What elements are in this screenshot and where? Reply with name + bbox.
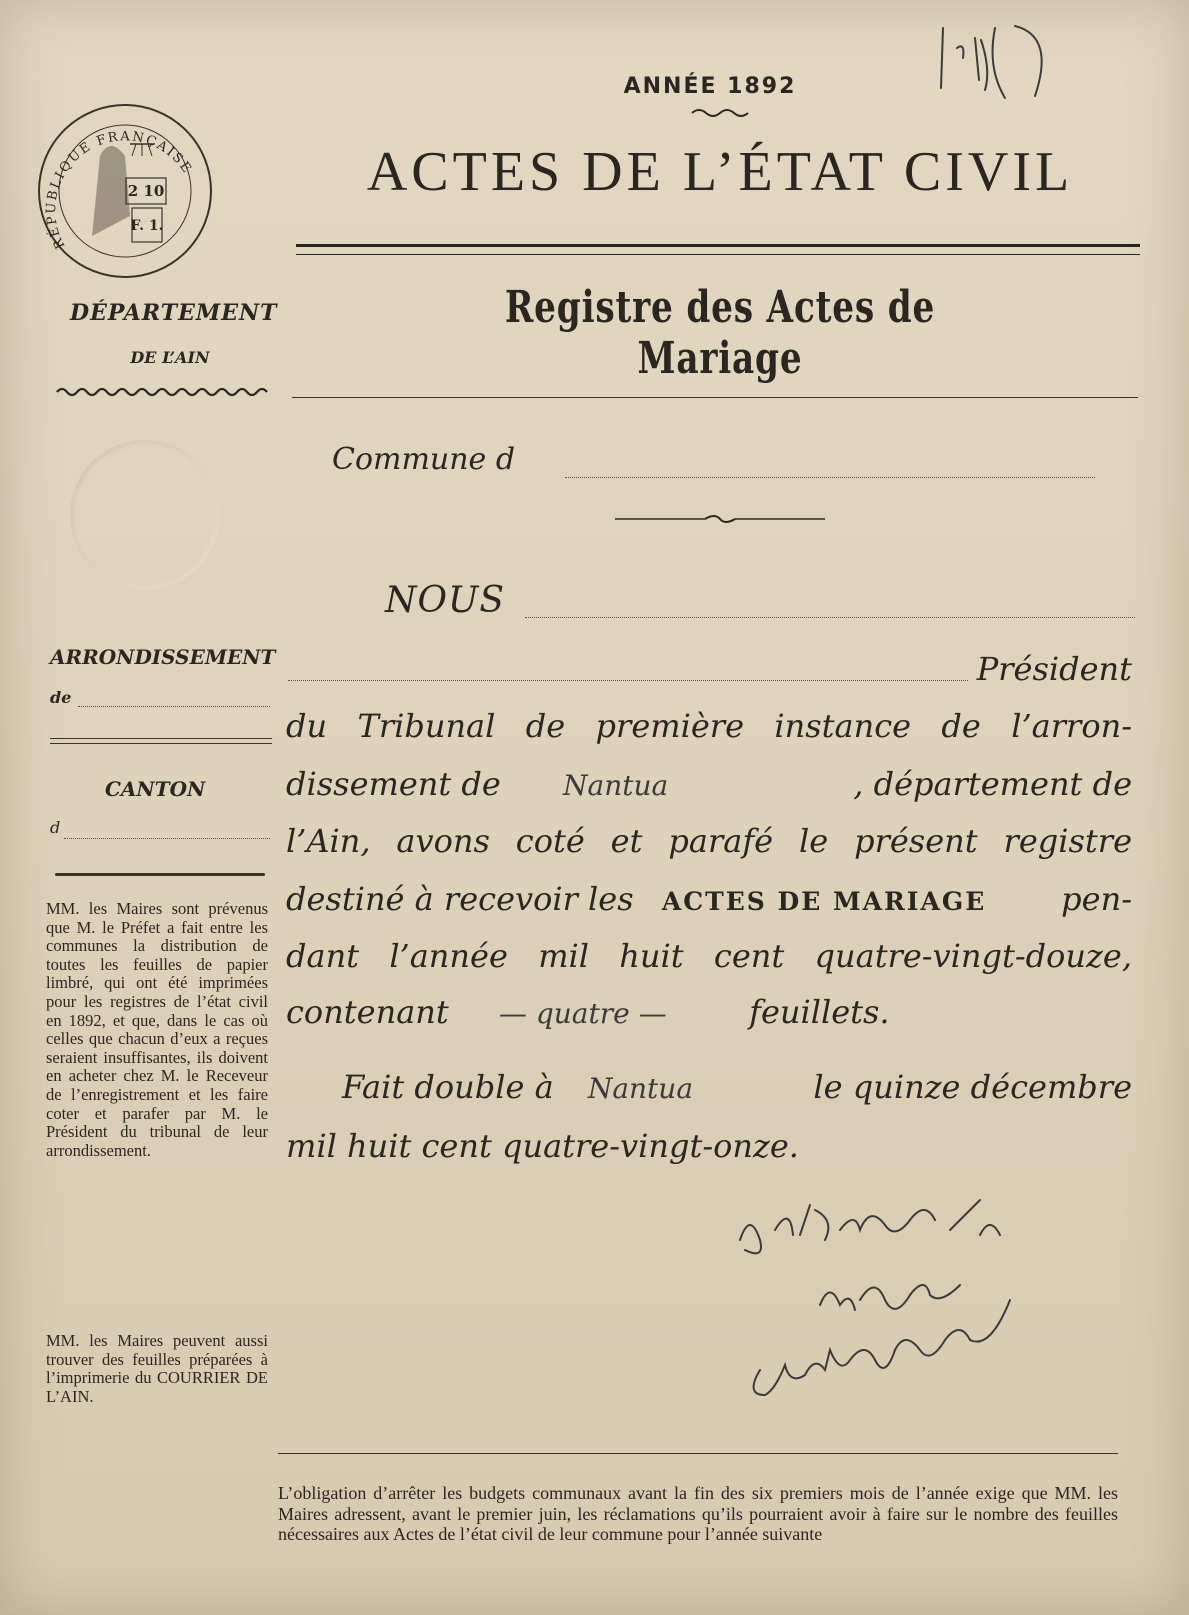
seal-price: 2 10 <box>127 182 165 200</box>
title-rule-thick <box>296 244 1140 247</box>
seal-code: F. 1. <box>130 218 164 234</box>
body-line-5: dant l’année mil huit cent quatre-vingt-douze, <box>286 937 1132 975</box>
canton-separator <box>55 873 265 876</box>
department-title: DÉPARTEMENT <box>70 300 278 326</box>
president-label: Président <box>976 650 1132 688</box>
year-ornament-icon <box>690 106 750 120</box>
arrondissement-blank-line <box>78 706 270 707</box>
arrondissement-de-label: de <box>50 688 72 707</box>
canton-title: CANTON <box>105 777 206 801</box>
canton-d-label: d <box>50 818 61 837</box>
commune-ornament-icon <box>615 512 825 526</box>
body-line-8: mil huit cent quatre-vingt-onze. <box>286 1127 799 1165</box>
arrondissement-rule-2 <box>50 743 272 744</box>
seal-text: RÉPUBLIQUE FRANÇAISE <box>44 129 195 252</box>
handwritten-folio-note <box>935 18 1095 108</box>
handwritten-town-2: Nantua <box>587 1072 694 1105</box>
embossed-seal <box>70 440 220 590</box>
arrondissement-rule-1 <box>50 738 272 739</box>
body-line-1: du Tribunal de première instance de l’arron- <box>286 707 1132 745</box>
department-subtitle: DE L’AIN <box>130 348 210 367</box>
register-subtitle: Registre des Actes de Mariage <box>504 282 936 384</box>
budget-notice: L’obligation d’arrêter les budgets communaux avant la fin des six premiers mois de l’année exige que MM. les Maires adressent, avant le premier juin, les réclamations qu’ils pourraient avoir à faire sur le nombre des feuilles nécessaires aux Actes de l’état civil de leur commune pour l’année suivante <box>278 1483 1118 1544</box>
mayors-notice-2: MM. les Maires peuvent aussi trouver des feuilles préparées à l’imprimerie du COURRIER DE L’AIN. <box>46 1331 268 1406</box>
handwritten-signatures <box>720 1190 1160 1430</box>
left-ornament-icon <box>55 386 270 398</box>
body-line-3: l’Ain, avons coté et parafé le présent registre <box>286 822 1132 860</box>
year-label: ANNÉE 1892 <box>623 74 797 99</box>
canton-blank-line <box>64 838 270 839</box>
mayors-notice-1: MM. les Maires sont prévenus que M. le Préfet a fait entre les communes la distribution de toutes les feuilles de papier limbré, qui ont été imprimées pour les registres de l’état civil en 1892, et que, dans le cas où celles que chacun d’eux a reçues seraient insuffisantes, ils doivent en acheter chez M. le Receveur de l’enregistrement et les faire coter et parafer par M. le Président du tribunal de leur arrondissement. <box>46 899 268 1160</box>
footer-rule <box>278 1453 1118 1454</box>
actes-de-mariage-caps: ACTES DE MARIAGE <box>661 887 987 916</box>
commune-label: Commune d <box>332 442 516 477</box>
body-line-2: dissement de Nantua , département de <box>286 765 1132 803</box>
body-line-4: destiné à recevoir les ACTES DE MARIAGE pen- <box>286 880 1132 918</box>
arrondissement-title: ARRONDISSEMENT <box>50 645 276 669</box>
nous-label: NOUS <box>385 580 506 621</box>
nous-blank-line <box>525 617 1135 618</box>
handwritten-leaf-count: — quatre — <box>498 997 667 1030</box>
handwritten-town-1: Nantua <box>563 769 669 802</box>
subtitle-rule <box>292 397 1138 398</box>
body-line-7: Fait double à Nantua le quinze décembre <box>342 1068 1132 1106</box>
page-title: ACTES DE L’ÉTAT CIVIL <box>366 141 1074 203</box>
stamp-seal-icon <box>30 96 220 286</box>
title-rule-thin <box>296 254 1140 255</box>
body-line-6: contenant — quatre — feuillets. <box>286 993 890 1031</box>
commune-blank-line <box>565 477 1095 478</box>
